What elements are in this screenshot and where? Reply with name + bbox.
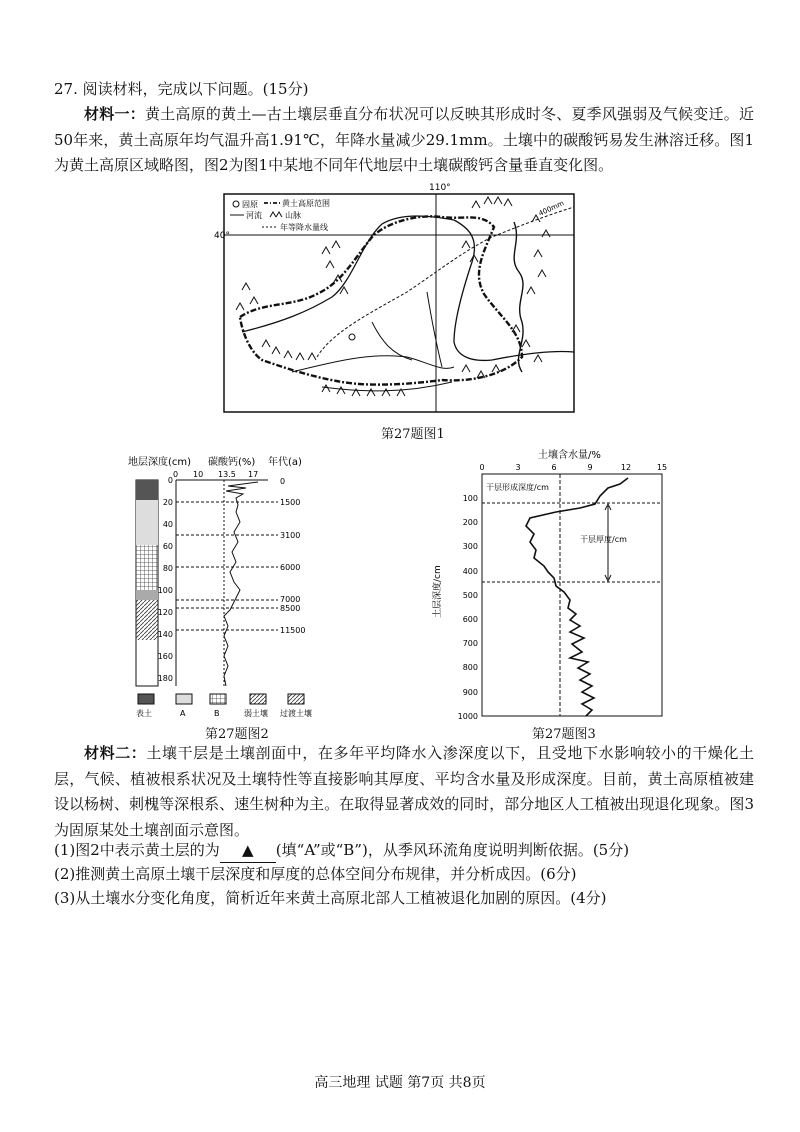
y-axis-label: 土层深度/cm (433, 565, 443, 618)
svg-text:0: 0 (173, 470, 179, 479)
svg-text:过渡土壤: 过渡土壤 (280, 709, 312, 718)
svg-text:300: 300 (462, 542, 478, 551)
age-lines (176, 502, 278, 630)
page-footer: 高三地理 试题 第7页 共8页 (314, 1075, 486, 1091)
lat-label: 40° (214, 231, 230, 241)
depth-header: 地层深度(cm) (128, 457, 192, 468)
sq1-num: (1) (54, 841, 76, 859)
svg-text:200: 200 (462, 518, 478, 527)
svg-text:1500: 1500 (280, 498, 301, 507)
svg-text:0: 0 (167, 476, 173, 485)
svg-text:0: 0 (280, 477, 286, 486)
svg-text:10: 10 (193, 470, 204, 479)
svg-text:弱土壤: 弱土壤 (244, 709, 268, 718)
sub-question-1 (54, 838, 629, 863)
figure2-legend (136, 694, 312, 718)
svg-text:11500: 11500 (280, 626, 306, 635)
legend-river: 河流 (246, 211, 262, 220)
figure1-caption: 第27题图1 (381, 427, 445, 442)
svg-text:160: 160 (157, 652, 173, 661)
material-1-text: 黄土高原的黄土—古土壤层垂直分布状况可以反映其形成时冬、夏季风强弱及气候变迁。近50年来，黄土高原年均气温升高1.91℃，年降水量减少29.1mm。土壤中的碳酸钙易发生淋溶迁移。图1为黄土高原区域略图，图2为图1中某地不同年代地层中土壤碳酸钙含量垂直变化图。 (54, 105, 754, 174)
material-2-text: 土壤干层是土壤剖面中，在多年平均降水入渗深度以下，且受地下水影响较小的干燥化土层，气候、植被根系状况及土壤特性等直接影响其厚度、平均含水量及形成深度。目前，黄土高原植被建设以杨树、刺槐等深根系、速生树种为主。在取得显著成效的同时，部分地区人工植被出现退化现象。图3为固原某处土壤剖面示意图。 (54, 744, 754, 839)
isohyet-400 (317, 207, 574, 357)
svg-text:12: 12 (620, 463, 632, 472)
dry-depth-label: 干层形成深度/cm (486, 483, 549, 492)
svg-text:60: 60 (162, 542, 173, 551)
svg-text:20: 20 (162, 498, 173, 507)
svg-text:0: 0 (479, 463, 485, 472)
x-ticks (479, 463, 667, 472)
question-header: 27. 阅读材料，完成以下问题。(15分) (54, 80, 309, 98)
svg-text:140: 140 (157, 630, 173, 639)
river-3 (427, 292, 442, 367)
y-ticks (458, 494, 478, 721)
svg-text:3: 3 (515, 463, 521, 472)
plateau-boundary (240, 216, 522, 384)
figure3-chart (430, 448, 670, 724)
age-header: 年代(a) (268, 457, 302, 468)
svg-text:800: 800 (462, 663, 478, 672)
svg-text:600: 600 (462, 615, 478, 624)
figure2-caption: 第27题图2 (205, 727, 269, 742)
svg-text:A: A (180, 709, 186, 718)
svg-text:7000: 7000 (280, 595, 301, 604)
sq3-text: 从土壤水分变化角度，简析近年来黄土高原北部人工植被退化加剧的原因。(4分) (75, 889, 607, 907)
figure3-caption: 第27题图3 (532, 727, 596, 742)
material-1 (54, 102, 754, 179)
answer-blank[interactable]: ▲ (220, 838, 276, 863)
svg-text:17: 17 (248, 470, 259, 479)
sq1-before: 图2中表示黄土层的为 (75, 841, 220, 859)
svg-text:表土: 表土 (136, 709, 152, 718)
svg-text:15: 15 (656, 463, 668, 472)
figure2-chart (128, 450, 388, 730)
svg-text:700: 700 (462, 639, 478, 648)
svg-text:8500: 8500 (280, 604, 301, 613)
moisture-curve (526, 478, 628, 716)
svg-text:13.5: 13.5 (218, 470, 236, 479)
sub-question-2 (54, 862, 577, 886)
map-legend (230, 198, 330, 232)
svg-text:900: 900 (462, 688, 478, 697)
svg-text:100: 100 (462, 494, 478, 503)
guyuan-marker (349, 334, 355, 340)
svg-text:180: 180 (157, 674, 173, 683)
caco3-header: 碳酸钙(%) (208, 457, 256, 468)
sq1-after: (填“A”或“B”)，从季风环流角度说明判断依据。(5分) (275, 841, 630, 859)
svg-text:1000: 1000 (457, 712, 478, 721)
material-1-label: 材料一： (84, 105, 145, 123)
age-labels (280, 477, 305, 635)
svg-text:80: 80 (162, 564, 173, 573)
material-2 (54, 741, 754, 843)
figure1-map (214, 182, 578, 417)
top-axis-label: 土壤含水量/% (538, 450, 601, 461)
svg-text:100: 100 (157, 586, 173, 595)
isohyet-label: 400mm (537, 199, 566, 218)
legend-boundary: 黄土高原范围 (282, 199, 330, 208)
legend-isohyet: 年等降水量线 (280, 223, 328, 232)
sub-question-3 (54, 886, 607, 910)
caco3-curve (224, 482, 258, 686)
svg-text:40: 40 (162, 520, 173, 529)
svg-text:3100: 3100 (280, 531, 301, 540)
sq2-text: 推测黄土高原土壤干层深度和厚度的总体空间分布规律，并分析成因。(6分) (75, 865, 577, 883)
svg-text:9: 9 (587, 463, 593, 472)
legend-guyuan: 固原 (242, 200, 258, 209)
svg-text:500: 500 (462, 591, 478, 600)
river-2 (372, 322, 412, 360)
legend-mountain: 山脉 (285, 211, 301, 220)
yellow-river (242, 216, 574, 360)
material-2-label: 材料二： (84, 744, 147, 762)
river-1 (292, 356, 454, 372)
dry-thickness-label: 干层厚度/cm (580, 535, 627, 544)
depth-ticks (158, 476, 173, 683)
svg-text:6000: 6000 (280, 563, 301, 572)
svg-text:120: 120 (157, 608, 173, 617)
sq3-num: (3) (54, 889, 76, 907)
svg-text:6: 6 (551, 463, 557, 472)
sq2-num: (2) (54, 865, 76, 883)
caco3-ticks (173, 470, 258, 479)
svg-text:400: 400 (462, 567, 478, 576)
svg-text:B: B (214, 709, 220, 718)
lon-label: 110° (429, 183, 451, 193)
